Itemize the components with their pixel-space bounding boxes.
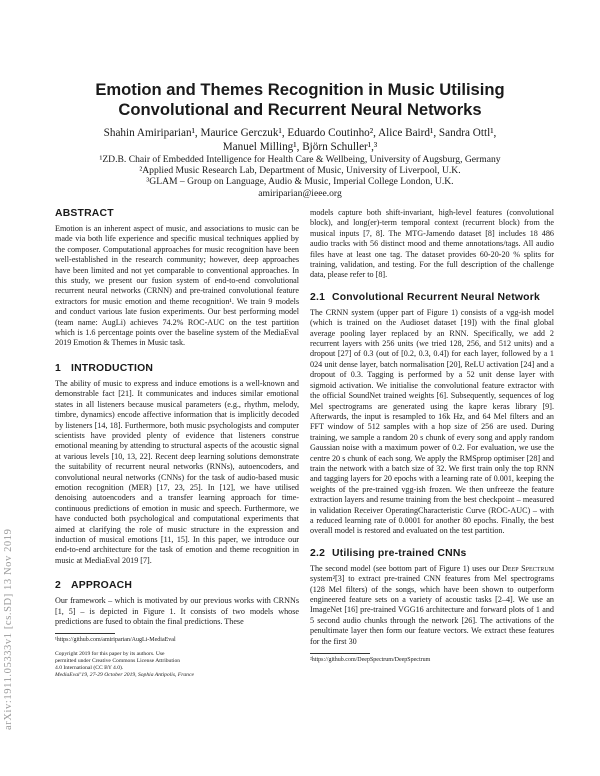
section-title: Utilising pre-trained CNNs [332,547,467,559]
author-line-2: Manuel Milling¹, Björn Schuller¹,³ [222,141,378,153]
approach-paragraph: Our framework – which is motivated by our previous works with CRNNs [1, 5] – is depicted in Figure 1. It consists of two models whose predictions are fused to obtain the final predictions. These [55,596,299,626]
section-number: 1 [55,362,61,374]
affiliation-2: ²Applied Music Research Lab, Department of Music, University of Liverpool, U.K. [139,165,461,177]
section-heading-approach [55,580,299,592]
abstract-heading: ABSTRACT [55,208,114,219]
section-title: APPROACH [71,580,133,592]
arxiv-stamp: arXiv:1911.05333v1 [cs.SD] 13 Nov 2019 [3,528,14,730]
section-number: 2 [55,580,61,592]
copyright-line-1: Copyright 2019 for this paper by its authors. Use [55,650,165,657]
author-list [60,126,540,154]
footnote-1[interactable]: ¹https://github.com/amiriparian/AugLi-MediaEval [55,637,176,644]
approach-continued: models capture both shift-invariant, high-level features (convolutional block), and long(er)-term temporal context (recurrent block) from the musical inputs [7, 8]. The MTG-Jamendo dataset [8] includes 18 486 audio tracks with 56 distinct mood and theme annotations/tags. All audio files have at least one tag. The dataset provides 60-20-20 % splits for training, validation, and testing. For the full description of the challenge data, please refer to [8]. [310,208,554,280]
copyright-line-3: 4.0 International (CC BY 4.0). [55,664,124,671]
copyright-line-2: permitted under Creative Commons License Attribution [55,657,181,664]
section-title: INTRODUCTION [71,362,154,374]
venue-line: MediaEval’19, 27-29 October 2019, Sophia Antipolis, France [55,671,194,678]
section-heading-crnn [310,292,554,304]
footnote-rule [310,653,370,654]
author-line-1: Shahin Amiriparian¹, Maurice Gerczuk¹, Eduardo Coutinho², Alice Baird¹, Sandra Ottl¹, [103,127,497,139]
deep-spectrum-name: Deep Spectrum [502,563,554,573]
abstract-text: Emotion is an inherent aspect of music, and associations to music can be made via both life experience and specific musical techniques applied by the composer. Computational approaches for music recognition have been well-established in the research community; however, deep approaches have been limited and not yet comparable to conventional approaches. In this study, we present our fusion system of end-to-end convolutional recurrent neural networks (CRNN) and pre-trained convolutional feature extractors for music emotion and theme recognition¹. We train 9 models and conduct various late fusion experiments. Our best performing model (team name: AugLi) achieves 74.2% ROC-AUC on the test partition which is 1.6 percentage points over the baseline system of the MediaEval 2019 Emotion & Themes in Music task. [55,224,299,348]
right-column [310,208,554,664]
section-heading-introduction [55,363,299,375]
affiliations [60,154,540,199]
left-column [55,208,299,679]
section-number: 2.1 [310,291,326,303]
section-heading-cnns [310,548,554,560]
contact-email[interactable]: amiriparian@ieee.org [258,187,342,199]
section-number: 2.2 [310,547,326,559]
crnn-paragraph: The CRNN system (upper part of Figure 1) consists of a vgg-ish model (which is trained on the Audioset dataset [19]) with the final global average pooling layer replaced by an RNN. Specifically, we add 2 recurrent layers with 256 units (we tried 128, 256, and 512 units) and a dropout [27] of 0.3 (out of [0.2, 0.3, 0.4]) for each layer, followed by a 1 024 unit dense layer, batch normalisation [20], ReLU activation [24] and a dropout of 0.3. Tagging is performed by a 52 unit dense layer with sigmoid activation. We initialise the convolutional feature extractor with the official SoundNet trained weights [6]. Subsequently, sequences of log Mel spectrograms are generated using the kapre keras library [9]. Afterwards, the input is resampled to 16k Hz, and 64 Mel filters and an FFT window of 512 samples with a hop size of 256 are used. During training, we sample a random 20 s chunk of every song and apply random Gaussian noise with a maximum power of 0.2. For evaluation, we use the centre 20 s chunk of each song. We apply the RMSprop optimiser [28] and train the network with a batch size of 32. We first train only the top RNN and tagging layers for 20 epochs with a learning rate of 0.001, keeping the weights of the pre-trained vgg-ish frozen. We then unfreeze the feature extraction layers and resume training from the best checkpoint – measured in validation Receiver OperatingCharacteristic Curve (ROC-AUC) – with a reduced learning rate of 0.0001 for another 80 epochs. Finally, the best overall model is restored and evaluated on the test partition. [310,307,554,536]
affiliation-3: ³GLAM – Group on Language, Audio & Music, Imperial College London, U.K. [146,176,454,188]
affiliation-1: ¹ZD.B. Chair of Embedded Intelligence for Health Care & Wellbeing, University of Augsburg, Germany [99,154,501,165]
cnns-paragraph: The second model (see bottom part of Figure 1) uses our Deep Spectrum system²[3] to extract pre-trained CNN features from Mel spectrograms (128 Mel filters) of the songs, which have been shown to outperform engineered feature sets on a variety of acoustic tasks [2–4]. We use an ImageNet [16] pre-trained VGG16 architecture and forward plots of 1 and 5 second audio chunks through the network [26]. The activations of the penultimate layer then form our feature vectors. We extract these features for the first 30 [310,563,554,646]
intro-paragraph: The ability of music to express and induce emotions is a well-known and demonstrable fact [21]. It communicates and induces similar emotional states in all listeners because musical parameters (e.g., rhythm, melody, timbre, dynamics) encode affective information that is implicitly decoded by listeners [14, 18]. Furthermore, both music psychologists and computer scientists have provided plenty of evidence that listeners construe emotional meaning by attending to structural aspects of the acoustic signal at various levels [10, 13, 22]. Recent deep learning solutions demonstrate the suitability of recurrent neural networks (RNNs), autoencoders, and convolutional neural networks (CNNs) for the task of audio-based music emotion recognition (MER) [17, 23, 25]. In [12], we have utilised denoising autoencoders and a transfer learning approach for time-continuous predictions of emotion in music and speech. Furthermore, we have conducted both psychological and computational experiments that aimed at clarifying the role of music structure in the expression and induction of musical emotions [11, 15]. In this paper, we introduce our end-to-end architecture for the task of emotion and theme recognition in music at MediaEval 2019 [7]. [55,378,299,565]
section-title: Convolutional Recurrent Neural Network [332,291,540,303]
paper-title: Emotion and Themes Recognition in Music Utilising Convolutional and Recurrent Neural Networks [95,80,505,119]
footnote-rule [55,633,115,634]
footnote-2[interactable]: ²https://github.com/DeepSpectrum/DeepSpectrum [310,657,431,664]
